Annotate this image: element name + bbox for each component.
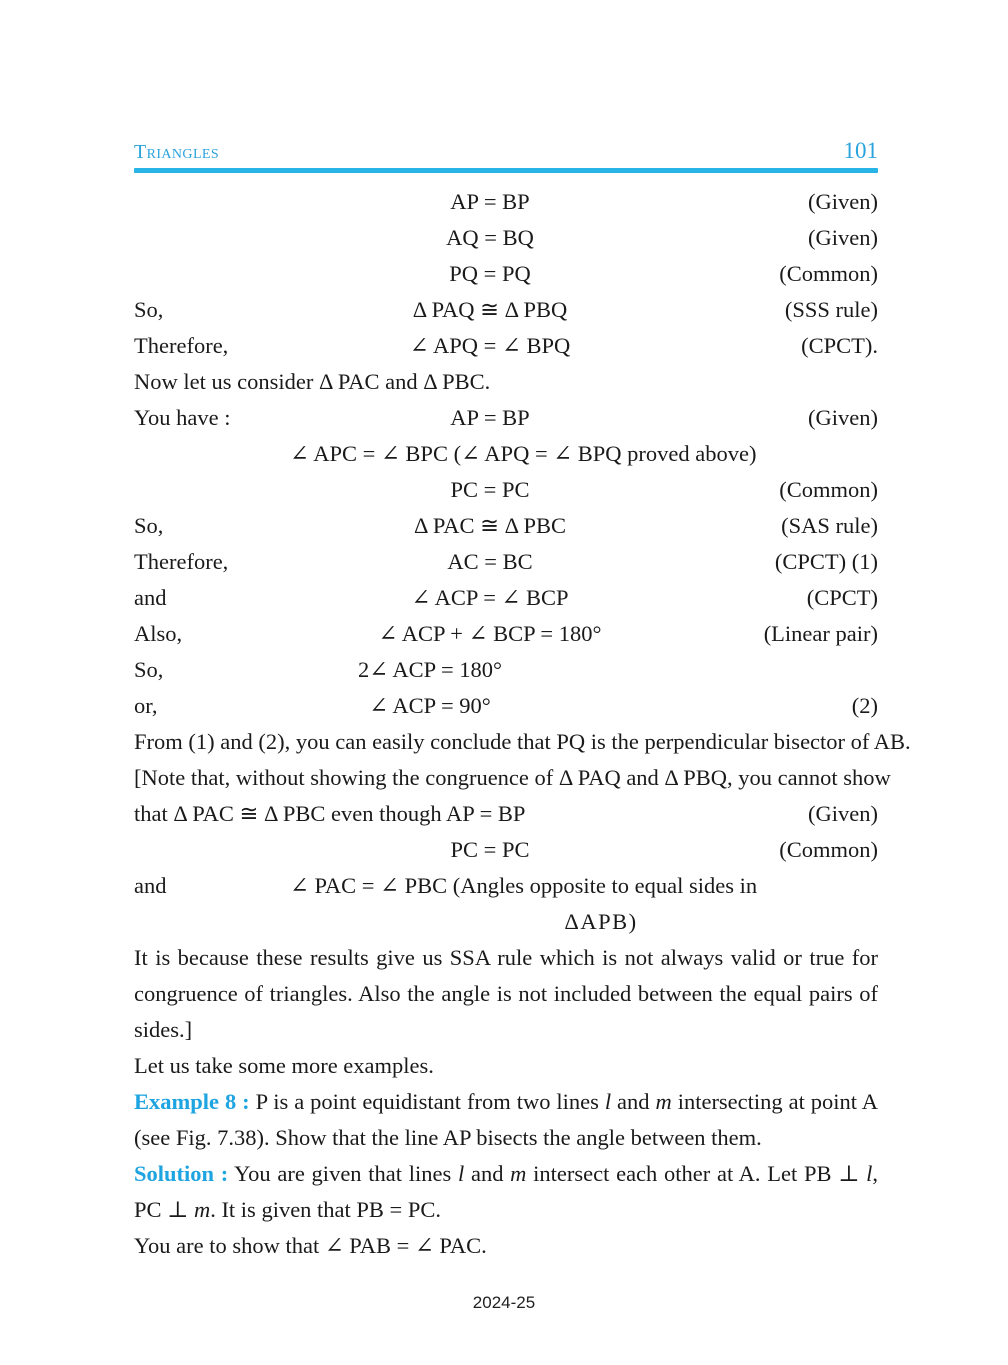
note-line-2-reason: (Given) xyxy=(808,801,878,826)
page-number: 101 xyxy=(843,138,878,163)
proof-line xyxy=(134,616,878,652)
proof-line xyxy=(134,256,878,292)
proof-reason: (2) xyxy=(851,693,878,718)
solution-text-2: and xyxy=(464,1161,511,1186)
because-paragraph: It is because these results give us SSA rule which is not always valid or true for congruence of triangles. Also the angle is not included between the equal pairs of sides.] xyxy=(134,945,878,1042)
proof-statement: AC = BC xyxy=(447,549,533,574)
proof-line-runon xyxy=(134,436,878,472)
example-text-2: and xyxy=(611,1089,656,1114)
example-line-l: l xyxy=(604,1089,612,1114)
header-rule xyxy=(134,168,878,173)
example-text-1: P is a point equidistant from two lines xyxy=(249,1089,605,1114)
running-head xyxy=(134,140,878,170)
page-content xyxy=(134,184,911,1264)
proof-line xyxy=(134,292,878,328)
proof-line xyxy=(134,688,878,724)
proof-line xyxy=(134,652,878,688)
proof-line xyxy=(134,472,878,508)
consider-line: Now let us consider Δ PAC and Δ PBC. xyxy=(134,369,491,394)
note-line-1: [Note that, without showing the congruence of Δ PAQ and Δ PBQ, you cannot show xyxy=(134,765,891,790)
proof-label: or, xyxy=(134,693,158,718)
more-examples-line: Let us take some more examples. xyxy=(134,1053,434,1078)
example-paragraph xyxy=(134,1084,878,1156)
proof-reason: (Common) xyxy=(779,837,878,862)
proof-label: Also, xyxy=(134,621,183,646)
proof-statement: ∠ APQ = ∠ BPQ xyxy=(409,333,571,358)
proof-label: So, xyxy=(134,657,164,682)
show-line: You are to show that ∠ PAB = ∠ PAC. xyxy=(134,1233,487,1258)
note-line-2-text: that Δ PAC ≅ Δ PBC even though AP = BP xyxy=(134,801,526,826)
proof-statement: ∠ ACP + ∠ BCP = 180° xyxy=(378,621,602,646)
proof-reason: (CPCT) xyxy=(806,585,878,610)
proof-line xyxy=(134,508,878,544)
proof-statement: Δ PAC ≅ Δ PBC xyxy=(413,513,567,538)
proof-statement: PC = PC xyxy=(450,477,530,502)
proof-reason: (SSS rule) xyxy=(784,297,878,322)
solution-line-l: l xyxy=(457,1161,465,1186)
proof-label: and xyxy=(134,873,167,898)
proof-statement-runon: ∠ PAC = ∠ PBC (Angles opposite to equal sides in xyxy=(290,873,758,898)
proof-reason: (Common) xyxy=(779,261,878,286)
proof-statement: 2∠ ACP = 180° xyxy=(357,657,503,682)
proof-line xyxy=(134,544,878,580)
solution-lead: Solution : xyxy=(134,1161,229,1186)
example-line-m: m xyxy=(655,1089,672,1114)
proof-line xyxy=(134,184,878,220)
example-lead: Example 8 : xyxy=(134,1089,250,1114)
proof-line-runon xyxy=(134,868,878,904)
proof-line xyxy=(134,220,878,256)
proof-reason: (Given) xyxy=(808,225,878,250)
proof-statement-runon: ∠ APC = ∠ BPC (∠ APQ = ∠ BPQ proved above) xyxy=(290,441,757,466)
solution-text-5: . It is given that PB = PC. xyxy=(210,1197,442,1222)
proof-reason: (SAS rule) xyxy=(781,513,878,538)
solution-line-m: m xyxy=(510,1161,527,1186)
proof-statement: ∠ ACP = 90° xyxy=(369,693,491,718)
proof-reason: (CPCT). xyxy=(801,333,878,358)
proof-statement: Δ PAQ ≅ Δ PBQ xyxy=(412,297,568,322)
proof-line xyxy=(134,580,878,616)
conclusion-line: From (1) and (2), you can easily conclude that PQ is the perpendicular bisector of AB. xyxy=(134,729,911,754)
page-footer: 2024-25 xyxy=(472,1293,536,1312)
proof-label: Therefore, xyxy=(134,549,229,574)
proof-line xyxy=(134,328,878,364)
proof-reason: (Given) xyxy=(808,405,878,430)
proof-line xyxy=(134,400,878,436)
proof-reason: (CPCT) (1) xyxy=(774,549,878,574)
note-line-2 xyxy=(134,796,878,832)
proof-statement: AQ = BQ xyxy=(446,225,534,250)
solution-line-m2: m xyxy=(193,1197,211,1222)
proof-statement: PC = PC xyxy=(450,837,530,862)
proof-label: You have : xyxy=(134,405,231,430)
solution-paragraph xyxy=(134,1156,878,1228)
solution-line-l2: l xyxy=(866,1161,873,1186)
example-text-3: intersecting at point A (see Fig. 7.38). Show that the line AP bisects the angle between them. xyxy=(134,1089,879,1150)
solution-text-1: You are given that lines xyxy=(228,1161,458,1186)
proof-label: So, xyxy=(134,513,164,538)
proof-label: Therefore, xyxy=(134,333,229,358)
note-runon-line-2: ΔAPB) xyxy=(564,909,638,934)
chapter-title: Triangles xyxy=(134,141,220,163)
proof-statement: ∠ ACP = ∠ BCP xyxy=(411,585,569,610)
solution-text-4: , PC ⊥ xyxy=(134,1161,879,1222)
proof-label: So, xyxy=(134,297,164,322)
proof-reason: (Given) xyxy=(808,189,878,214)
proof-label: and xyxy=(134,585,167,610)
proof-statement: AP = BP xyxy=(450,189,530,214)
proof-reason: (Linear pair) xyxy=(763,621,878,646)
proof-reason: (Common) xyxy=(779,477,878,502)
proof-statement: AP = BP xyxy=(450,405,530,430)
solution-text-3: intersect each other at A. Let PB ⊥ xyxy=(526,1161,867,1186)
proof-statement: PQ = PQ xyxy=(449,261,531,286)
proof-line xyxy=(134,832,878,868)
